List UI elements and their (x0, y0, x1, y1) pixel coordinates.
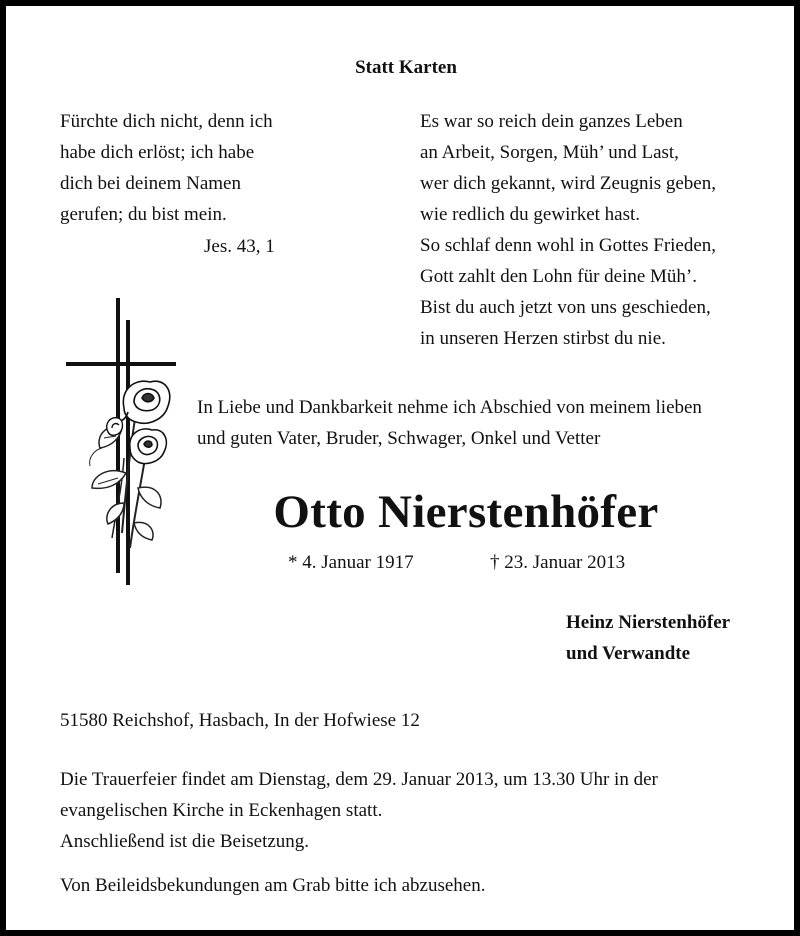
mourner-line: und Verwandte (566, 643, 691, 664)
verse-right-line: Es war so reich dein ganzes Leben (420, 111, 683, 132)
mourner-line: Heinz Nierstenhöfer (566, 612, 731, 633)
verse-right-line: in unseren Herzen stirbst du nie. (420, 328, 666, 349)
verse-right-line: wer dich gekannt, wird Zeugnis geben, (420, 173, 716, 194)
death-date: † 23. Januar 2013 (490, 552, 626, 573)
service-info (60, 764, 658, 857)
verse-right-line: Gott zahlt den Lohn für deine Müh’. (420, 266, 698, 287)
verse-left-line: gerufen; du bist mein. (60, 204, 227, 225)
intro-line: In Liebe und Dankbarkeit nehme ich Abschied von meinem lieben (197, 397, 702, 418)
verse-right-line: Bist du auch jetzt von uns geschieden, (420, 297, 711, 318)
verse-right-line: wie redlich du gewirket hast. (420, 204, 641, 225)
verse-right-line: So schlaf denn wohl in Gottes Frieden, (420, 235, 717, 256)
mourners (566, 607, 730, 669)
verse-reference: Jes. 43, 1 (204, 236, 275, 257)
verse-left-line: habe dich erlöst; ich habe (60, 142, 255, 163)
header-statt-karten: Statt Karten (355, 57, 457, 78)
verse-right-line: an Arbeit, Sorgen, Müh’ und Last, (420, 142, 679, 163)
intro-text (197, 392, 702, 454)
verse-left-line: Fürchte dich nicht, denn ich (60, 111, 273, 132)
birth-date: * 4. Januar 1917 (288, 552, 414, 573)
service-line: evangelischen Kirche in Eckenhagen statt. (60, 800, 383, 821)
verse-left-line: dich bei deinem Namen (60, 173, 241, 194)
verse-right (420, 106, 716, 354)
address: 51580 Reichshof, Hasbach, In der Hofwiese 12 (60, 710, 420, 731)
intro-line: und guten Vater, Bruder, Schwager, Onkel und Vetter (197, 428, 601, 449)
verse-left (60, 106, 273, 230)
service-line: Anschließend ist die Beisetzung. (60, 831, 310, 852)
deceased-name: Otto Nierstenhöfer (273, 486, 659, 538)
service-line: Die Trauerfeier findet am Dienstag, dem 29. Januar 2013, um 13.30 Uhr in der (60, 769, 658, 790)
cross-with-roses-icon (64, 298, 184, 588)
condolence-note: Von Beileidsbekundungen am Grab bitte ich abzusehen. (60, 875, 486, 896)
